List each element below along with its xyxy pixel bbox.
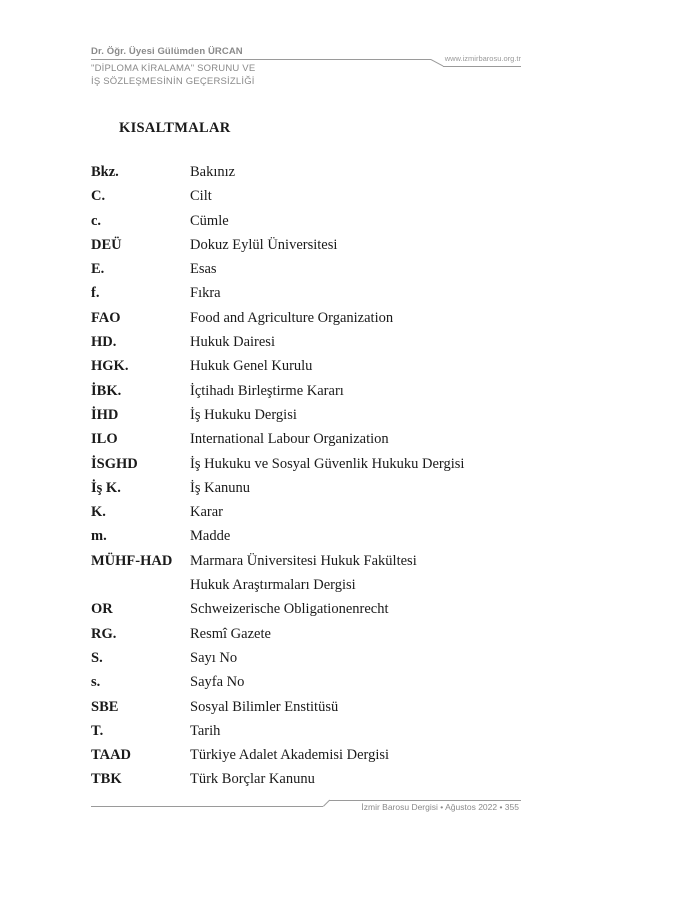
abbreviation-meaning: Marmara Üniversitesi Hukuk Fakültesi bbox=[190, 552, 417, 569]
page-footer bbox=[91, 798, 521, 818]
author-name: Dr. Öğr. Üyesi Gülümden ÜRCAN bbox=[91, 46, 243, 57]
abbreviation-row bbox=[91, 671, 531, 695]
abbreviation-row bbox=[91, 744, 531, 768]
section-title: KISALTMALAR bbox=[119, 120, 231, 136]
abbreviation-meaning: Cilt bbox=[190, 188, 212, 205]
abbreviation-term: m. bbox=[91, 528, 107, 545]
abbreviation-row bbox=[91, 355, 531, 379]
abbreviation-row bbox=[91, 550, 531, 574]
article-subtitle bbox=[91, 62, 255, 88]
footer-rule-left bbox=[91, 806, 323, 807]
subtitle-line-1: "DİPLOMA KİRALAMA" SORUNU VE bbox=[91, 63, 256, 74]
abbreviation-term: İş K. bbox=[91, 479, 121, 496]
abbreviation-row bbox=[91, 453, 531, 477]
abbreviation-row bbox=[91, 307, 531, 331]
abbreviation-meaning: Sayfa No bbox=[190, 674, 245, 691]
abbreviation-meaning: Sayı No bbox=[190, 649, 238, 666]
abbreviation-row bbox=[91, 404, 531, 428]
abbreviation-term: K. bbox=[91, 504, 106, 521]
abbreviation-term: RG. bbox=[91, 625, 117, 642]
header-rule-diagonal bbox=[431, 59, 444, 66]
abbreviation-meaning: Tarih bbox=[190, 722, 221, 739]
abbreviation-row bbox=[91, 501, 531, 525]
abbreviation-term: c. bbox=[91, 212, 102, 229]
abbreviation-row bbox=[91, 380, 531, 404]
abbreviation-row bbox=[91, 282, 531, 306]
abbreviation-term: İHD bbox=[91, 406, 119, 423]
abbreviation-term: s. bbox=[91, 674, 101, 691]
abbreviation-term: T. bbox=[91, 722, 104, 739]
abbreviation-row bbox=[91, 720, 531, 744]
abbreviation-row bbox=[91, 696, 531, 720]
abbreviation-row bbox=[91, 210, 531, 234]
abbreviation-meaning: Hukuk Dairesi bbox=[190, 334, 275, 351]
abbreviation-term: İSGHD bbox=[91, 455, 138, 472]
abbreviation-meaning: Türk Borçlar Kanunu bbox=[190, 771, 315, 788]
abbreviation-term: Bkz. bbox=[91, 164, 119, 180]
abbreviation-term: E. bbox=[91, 261, 105, 278]
abbreviation-term: DEÜ bbox=[91, 236, 122, 253]
abbreviation-row bbox=[91, 477, 531, 501]
abbreviation-meaning: Dokuz Eylül Üniversitesi bbox=[190, 236, 338, 253]
abbreviation-row bbox=[91, 598, 531, 622]
abbreviation-row bbox=[91, 574, 531, 598]
header-rule-right bbox=[443, 66, 521, 67]
header-rule bbox=[91, 59, 431, 60]
abbreviation-meaning: Cümle bbox=[190, 212, 229, 229]
abbreviation-row bbox=[91, 234, 531, 258]
abbreviation-meaning: Madde bbox=[190, 528, 231, 545]
abbreviation-row bbox=[91, 428, 531, 452]
abbreviation-meaning: Resmî Gazete bbox=[190, 625, 271, 642]
abbreviation-meaning: Food and Agriculture Organization bbox=[190, 309, 394, 326]
abbreviation-row bbox=[91, 623, 531, 647]
abbreviation-meaning: Bakınız bbox=[190, 164, 236, 180]
abbreviation-term: SBE bbox=[91, 698, 119, 715]
abbreviation-meaning: Türkiye Adalet Akademisi Dergisi bbox=[190, 747, 390, 764]
abbreviation-meaning: Karar bbox=[190, 504, 224, 521]
abbreviation-list bbox=[91, 161, 531, 793]
abbreviation-term: TAAD bbox=[91, 747, 132, 764]
abbreviation-meaning: İş Hukuku Dergisi bbox=[190, 406, 297, 423]
subtitle-line-2: İŞ SÖZLEŞMESİNİN GEÇERSİZLİĞİ bbox=[91, 76, 255, 87]
abbreviation-meaning: Sosyal Bilimler Enstitüsü bbox=[190, 698, 339, 715]
abbreviation-row bbox=[91, 331, 531, 355]
abbreviation-row bbox=[91, 185, 531, 209]
abbreviation-meaning: International Labour Organization bbox=[190, 431, 389, 448]
abbreviation-term: C. bbox=[91, 188, 106, 205]
abbreviation-meaning: İş Kanunu bbox=[190, 479, 251, 496]
footer-rule-right bbox=[329, 800, 521, 801]
abbreviation-meaning: İş Hukuku ve Sosyal Güvenlik Hukuku Dergisi bbox=[190, 455, 465, 472]
abbreviation-meaning: Fıkra bbox=[190, 285, 221, 302]
abbreviation-term: TBK bbox=[91, 771, 122, 788]
website-link[interactable]: www.izmirbarosu.org.tr bbox=[444, 54, 521, 63]
abbreviation-term: HGK. bbox=[91, 358, 129, 375]
abbreviation-term: İBK. bbox=[91, 382, 122, 399]
abbreviation-meaning: Esas bbox=[190, 261, 217, 278]
abbreviation-meaning: İçtihadı Birleştirme Kararı bbox=[190, 382, 344, 399]
abbreviation-row bbox=[91, 258, 531, 282]
abbreviation-term: OR bbox=[91, 601, 113, 618]
page-header bbox=[91, 46, 521, 90]
abbreviation-meaning: Schweizerische Obligationenrecht bbox=[190, 601, 389, 618]
abbreviation-row bbox=[91, 161, 531, 185]
abbreviation-term: f. bbox=[91, 285, 100, 302]
abbreviation-term: S. bbox=[91, 649, 103, 666]
abbreviation-term: MÜHF-HAD bbox=[91, 552, 173, 569]
abbreviation-row bbox=[91, 647, 531, 671]
footer-text: İzmir Barosu Dergisi • Ağustos 2022 • 355 bbox=[361, 802, 519, 812]
abbreviation-term: HD. bbox=[91, 334, 117, 351]
abbreviation-term: ILO bbox=[91, 431, 118, 448]
abbreviation-meaning: Hukuk Araştırmaları Dergisi bbox=[190, 577, 356, 594]
abbreviation-row bbox=[91, 525, 531, 549]
abbreviation-term: FAO bbox=[91, 309, 121, 326]
abbreviation-meaning: Hukuk Genel Kurulu bbox=[190, 358, 313, 375]
abbreviation-row bbox=[91, 768, 531, 792]
